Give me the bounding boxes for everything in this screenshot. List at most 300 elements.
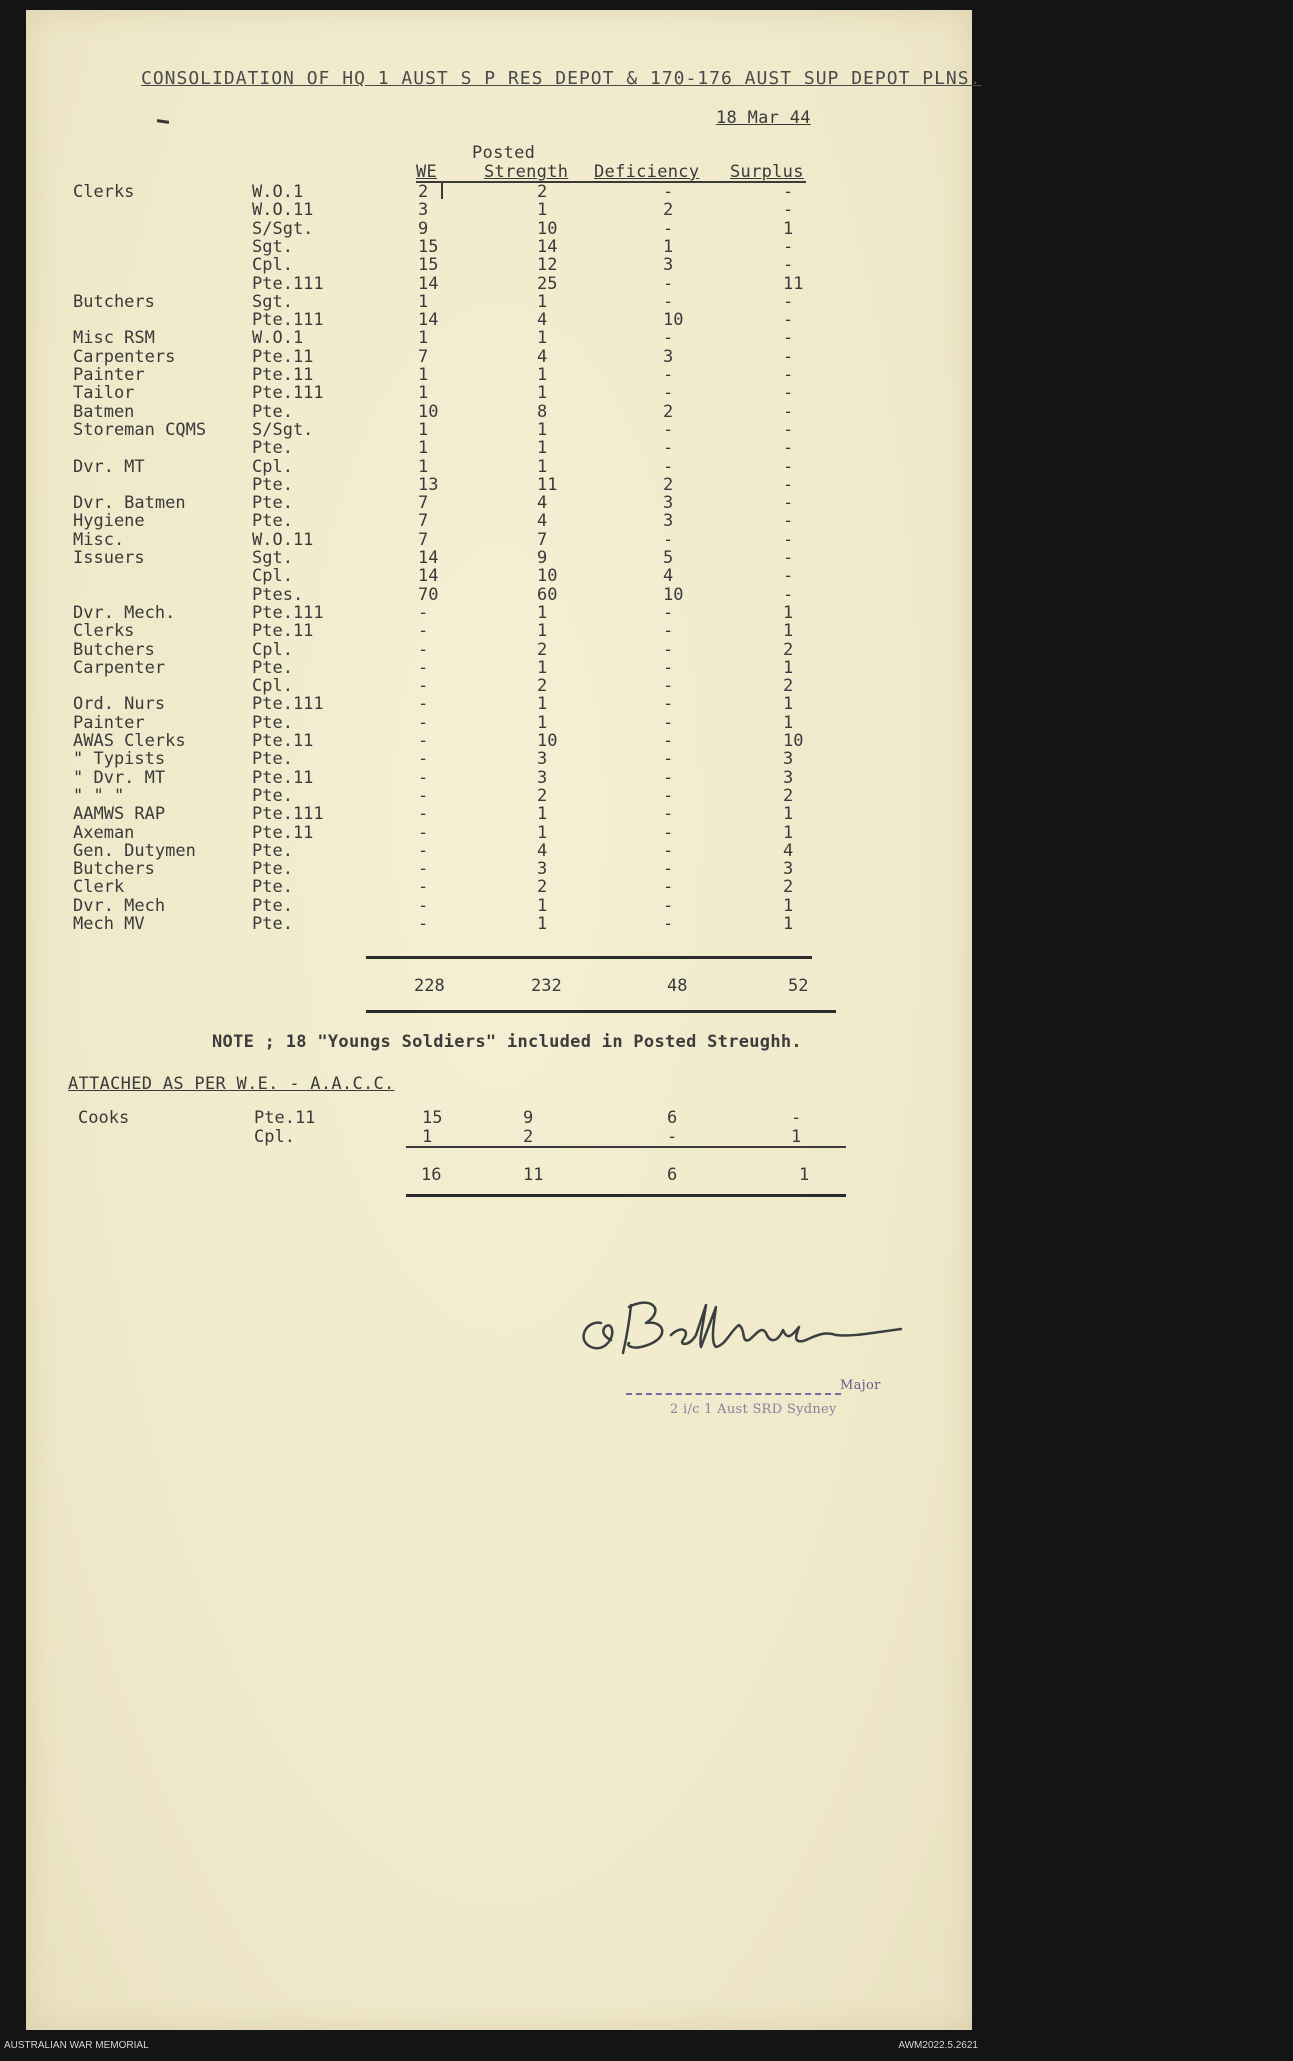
row-posted: 4	[537, 346, 548, 367]
row-deficiency: -	[663, 785, 674, 806]
row-deficiency: -	[663, 657, 674, 678]
table-row	[26, 438, 972, 459]
row-deficiency: 5	[663, 548, 674, 568]
table-row	[26, 182, 972, 200]
total-surplus: 52	[788, 976, 809, 996]
row-we: 1	[418, 365, 429, 385]
row-deficiency: -	[663, 438, 674, 459]
table-row	[26, 310, 972, 331]
row-name: Misc RSM	[73, 328, 155, 349]
row-rank: Pte.	[252, 438, 293, 459]
table-row	[26, 731, 972, 749]
row-rank: Pte.111	[252, 602, 324, 623]
row-we: 1	[418, 456, 429, 477]
header-posted: Posted	[472, 143, 536, 163]
row-name: Clerks	[73, 621, 135, 642]
row-deficiency: 2	[663, 474, 674, 495]
totals-row	[26, 976, 972, 994]
row-deficiency: -	[663, 822, 674, 843]
row-we: 1	[418, 419, 429, 440]
row-posted: 4	[537, 840, 548, 861]
row-name: Painter	[73, 712, 145, 733]
header-deficiency: Deficiency	[594, 162, 700, 182]
row-rank: Pte.	[252, 712, 293, 733]
row-we: 9	[418, 218, 429, 239]
row-posted: 9	[537, 548, 548, 568]
table-row	[26, 914, 972, 932]
row-name: Ord. Nurs	[73, 694, 166, 715]
row-rank: Sgt.	[252, 548, 293, 568]
row-we: 14	[418, 310, 439, 331]
row-posted: 1	[537, 383, 548, 404]
attached-total-posted: 11	[523, 1165, 544, 1185]
row-deficiency: -	[663, 328, 674, 349]
row-posted: 25	[537, 273, 558, 294]
row-rank: Pte.	[252, 493, 293, 514]
row-posted: 1	[537, 419, 548, 440]
row-surplus: -	[783, 401, 794, 422]
row-posted: 7	[537, 529, 548, 550]
total-rule-bottom	[366, 1010, 836, 1013]
row-posted: 14	[537, 236, 558, 257]
attached-total-we: 16	[421, 1165, 442, 1185]
row-rank: Pte.	[252, 914, 293, 934]
row-we: -	[418, 840, 429, 861]
table-row	[26, 603, 972, 621]
row-rank: Pte.	[252, 859, 293, 880]
table-row	[26, 511, 972, 532]
total-rule-top	[366, 956, 812, 959]
row-surplus: 2	[783, 639, 794, 660]
table-row	[26, 530, 972, 548]
row-deficiency: -	[663, 840, 674, 861]
row-posted: 10	[537, 731, 558, 751]
row-deficiency: -	[663, 731, 674, 751]
row-surplus: -	[783, 200, 794, 221]
attached-total-surplus: 1	[799, 1165, 810, 1185]
row-deficiency: -	[663, 877, 674, 898]
row-deficiency: -	[663, 383, 674, 404]
row-surplus: 2	[783, 676, 794, 697]
row-rank: Pte.111	[252, 383, 324, 404]
row-we: 14	[418, 548, 439, 568]
row-deficiency: 3	[663, 346, 674, 367]
row-surplus: 4	[783, 840, 794, 861]
row-surplus: 3	[783, 749, 794, 770]
row-deficiency: -	[663, 419, 674, 440]
stamp-line	[626, 1393, 841, 1395]
row-posted: 1	[537, 804, 548, 825]
row-posted: 2	[537, 676, 548, 697]
table-row	[26, 365, 972, 383]
row-surplus: 11	[783, 273, 804, 294]
row-we: 7	[418, 529, 429, 550]
row-deficiency: -	[663, 859, 674, 880]
row-surplus: -	[783, 291, 794, 312]
row-surplus: 1	[783, 712, 794, 733]
table-row	[26, 786, 972, 804]
row-surplus: -	[783, 328, 794, 349]
footer-right: AWM2022.5.2621	[898, 2040, 978, 2051]
row-rank: Pte.111	[252, 310, 324, 331]
row-posted: 3	[537, 859, 548, 880]
attached-totals-row	[26, 1165, 972, 1183]
row-posted: 10	[537, 218, 558, 239]
row-posted: 1	[537, 822, 548, 843]
row-deficiency: -	[663, 529, 674, 550]
row-name: Storeman CQMS	[73, 419, 207, 440]
row-name: Carpenter	[73, 657, 166, 678]
table-row	[26, 475, 972, 493]
row-name: Mech MV	[73, 914, 145, 934]
row-deficiency: -	[667, 1127, 678, 1147]
row-surplus: 1	[783, 602, 794, 623]
row-posted: 1	[537, 657, 548, 678]
row-name: Dvr. Mech	[73, 895, 166, 916]
row-surplus: 1	[783, 804, 794, 825]
row-name: " Typists	[73, 749, 166, 770]
row-deficiency: 3	[663, 493, 674, 514]
row-name: AWAS Clerks	[73, 731, 186, 751]
row-posted: 11	[537, 474, 558, 495]
table-row	[26, 219, 972, 237]
row-surplus: 1	[783, 914, 794, 934]
row-we: -	[418, 749, 429, 770]
row-deficiency: -	[663, 767, 674, 788]
table-row	[26, 749, 972, 770]
row-surplus: -	[783, 456, 794, 477]
row-deficiency: -	[663, 182, 674, 202]
row-we: 15	[418, 236, 439, 257]
row-rank: Pte.11	[252, 621, 314, 642]
row-name: Dvr. Mech.	[73, 602, 176, 623]
row-name: Clerk	[73, 877, 125, 898]
row-posted: 1	[537, 712, 548, 733]
row-posted: 3	[537, 749, 548, 770]
row-deficiency: -	[663, 712, 674, 733]
row-posted: 1	[537, 438, 548, 459]
row-we: -	[418, 804, 429, 825]
row-rank: Cpl.	[252, 639, 293, 660]
row-we: 1	[418, 438, 429, 459]
row-rank: Cpl.	[252, 456, 293, 477]
table-row	[26, 896, 972, 914]
attached-title: ATTACHED AS PER W.E. - A.A.C.C.	[68, 1074, 395, 1094]
row-surplus: -	[783, 511, 794, 532]
table-row	[26, 804, 972, 825]
row-posted: 10	[537, 566, 558, 587]
row-we: -	[418, 621, 429, 642]
row-rank: Pte.111	[252, 694, 324, 715]
row-rank: Pte.	[252, 474, 293, 495]
header-we: WE	[416, 162, 438, 182]
row-name: Painter	[73, 365, 145, 385]
stamp-rank: Major	[840, 1378, 881, 1393]
row-we: -	[418, 731, 429, 751]
table-row	[26, 255, 972, 276]
row-surplus: -	[783, 438, 794, 459]
attached-rule-bottom	[406, 1194, 846, 1197]
row-surplus: -	[783, 584, 794, 605]
document-title: CONSOLIDATION OF HQ 1 AUST S P RES DEPOT & 170-176 AUST SUP DEPOT PLNS.	[141, 68, 982, 89]
row-deficiency: -	[663, 218, 674, 239]
row-rank: W.O.11	[252, 200, 314, 221]
row-posted: 3	[537, 767, 548, 788]
row-name: Butchers	[73, 291, 155, 312]
row-deficiency: -	[663, 804, 674, 825]
row-rank: Cpl.	[252, 676, 293, 697]
row-surplus: -	[783, 236, 794, 257]
row-we: -	[418, 657, 429, 678]
row-name: AAMWS RAP	[73, 804, 166, 825]
row-we: 2	[418, 182, 429, 202]
row-posted: 1	[537, 328, 548, 349]
row-rank: Pte.11	[252, 767, 314, 788]
row-posted: 2	[537, 785, 548, 806]
row-we: -	[418, 895, 429, 916]
row-we: 7	[418, 346, 429, 367]
row-surplus: 1	[783, 657, 794, 678]
row-posted: 2	[537, 639, 548, 660]
row-we: -	[418, 676, 429, 697]
row-deficiency: 6	[667, 1108, 678, 1128]
table-row	[26, 347, 972, 365]
row-deficiency: -	[663, 602, 674, 623]
row-deficiency: 2	[663, 200, 674, 221]
row-surplus: -	[783, 346, 794, 367]
row-deficiency: 10	[663, 310, 684, 331]
row-surplus: 1	[783, 218, 794, 239]
row-rank: S/Sgt.	[252, 218, 314, 239]
row-name: Gen. Dutymen	[73, 840, 196, 861]
row-name: Axeman	[73, 822, 135, 843]
row-surplus: -	[783, 182, 794, 202]
row-surplus: 1	[791, 1127, 802, 1147]
attached-row	[26, 1108, 972, 1126]
row-name: Cooks	[78, 1108, 130, 1128]
row-posted: 4	[537, 310, 548, 331]
row-we: -	[418, 914, 429, 934]
row-rank: S/Sgt.	[252, 419, 314, 440]
row-posted: 1	[537, 694, 548, 715]
row-posted: 1	[537, 200, 548, 221]
row-posted: 12	[537, 255, 558, 276]
row-rank: Ptes.	[252, 584, 304, 605]
row-posted: 1	[537, 456, 548, 477]
table-row	[26, 548, 972, 566]
row-deficiency: 10	[663, 584, 684, 605]
row-posted: 1	[537, 621, 548, 642]
stamp-unit: 2 i/c 1 Aust SRD Sydney	[670, 1402, 837, 1417]
table-row	[26, 457, 972, 475]
row-posted: 2	[537, 877, 548, 898]
row-name: Tailor	[73, 383, 135, 404]
table-row	[26, 694, 972, 715]
row-posted: 1	[537, 914, 548, 934]
row-rank: Pte.11	[252, 731, 314, 751]
total-we: 228	[414, 976, 445, 996]
row-name: " Dvr. MT	[73, 767, 166, 788]
table-row	[26, 200, 972, 221]
row-posted: 4	[537, 511, 548, 532]
row-we: -	[418, 822, 429, 843]
row-deficiency: -	[663, 895, 674, 916]
row-we: 15	[422, 1108, 443, 1128]
row-deficiency: 3	[663, 255, 674, 276]
header-strength: Strength	[484, 162, 569, 182]
row-rank: Pte.	[252, 895, 293, 916]
row-name: Clerks	[73, 182, 135, 202]
table-row	[26, 420, 972, 438]
table-row	[26, 713, 972, 731]
row-surplus: 3	[783, 767, 794, 788]
row-surplus: -	[783, 548, 794, 568]
row-rank: Pte.11	[252, 365, 314, 385]
row-we: 15	[418, 255, 439, 276]
row-surplus: -	[783, 365, 794, 385]
row-we: -	[418, 859, 429, 880]
row-rank: W.O.1	[252, 328, 304, 349]
row-rank: Pte.	[252, 877, 293, 898]
row-we: 1	[422, 1127, 433, 1147]
row-rank: Pte.	[252, 511, 293, 532]
row-posted: 9	[523, 1108, 534, 1128]
row-rank: Pte.	[252, 840, 293, 861]
row-deficiency: 1	[663, 236, 674, 257]
row-we: 1	[418, 291, 429, 312]
note-text: NOTE ; 18 "Youngs Soldiers" included in Posted Streughh.	[212, 1032, 802, 1052]
table-row	[26, 621, 972, 642]
row-name: Issuers	[73, 548, 145, 568]
row-rank: Sgt.	[252, 236, 293, 257]
row-surplus: -	[783, 529, 794, 550]
table-row	[26, 493, 972, 514]
row-rank: Pte.11	[254, 1108, 316, 1128]
row-rank: Pte.	[252, 749, 293, 770]
row-we: 13	[418, 474, 439, 495]
row-we: -	[418, 767, 429, 788]
row-deficiency: -	[663, 621, 674, 642]
attached-total-deficiency: 6	[667, 1165, 678, 1185]
total-deficiency: 48	[667, 976, 688, 996]
row-we: -	[418, 877, 429, 898]
table-row	[26, 328, 972, 349]
header-surplus: Surplus	[730, 162, 804, 182]
row-deficiency: 4	[663, 566, 674, 587]
row-rank: Cpl.	[252, 566, 293, 587]
row-rank: Cpl.	[252, 255, 293, 276]
table-row	[26, 585, 972, 603]
row-surplus: -	[783, 474, 794, 495]
row-rank: Sgt.	[252, 291, 293, 312]
row-posted: 8	[537, 401, 548, 422]
row-we: 3	[418, 200, 429, 221]
table-row	[26, 841, 972, 859]
row-surplus: -	[791, 1108, 802, 1128]
table-row	[26, 768, 972, 786]
row-name: Carpenters	[73, 346, 176, 367]
row-posted: 2	[523, 1127, 534, 1147]
row-posted: 2	[537, 182, 548, 202]
attached-row	[26, 1127, 972, 1145]
table-row	[26, 658, 972, 676]
table-row	[26, 402, 972, 420]
ink-mark	[157, 119, 169, 124]
row-we: -	[418, 639, 429, 660]
row-posted: 60	[537, 584, 558, 605]
row-deficiency: -	[663, 694, 674, 715]
table-row	[26, 823, 972, 841]
row-we: -	[418, 694, 429, 715]
row-posted: 1	[537, 895, 548, 916]
table-row	[26, 676, 972, 697]
row-we: -	[418, 785, 429, 806]
row-we: 10	[418, 401, 439, 422]
row-rank: Pte.111	[252, 273, 324, 294]
row-surplus: 1	[783, 694, 794, 715]
row-rank: Pte.	[252, 785, 293, 806]
table-row	[26, 877, 972, 898]
row-surplus: -	[783, 310, 794, 331]
table-row	[26, 292, 972, 310]
footer-left: AUSTRALIAN WAR MEMORIAL	[4, 2040, 149, 2051]
row-posted: 1	[537, 291, 548, 312]
row-surplus: -	[783, 493, 794, 514]
row-deficiency: 3	[663, 511, 674, 532]
total-posted: 232	[531, 976, 562, 996]
row-surplus: 2	[783, 785, 794, 806]
row-rank: W.O.11	[252, 529, 314, 550]
row-we: -	[418, 602, 429, 623]
document-page	[26, 10, 982, 2030]
row-surplus: -	[783, 566, 794, 587]
row-surplus: 3	[783, 859, 794, 880]
row-rank: Cpl.	[254, 1127, 295, 1147]
row-deficiency: -	[663, 914, 674, 934]
row-name: Dvr. Batmen	[73, 493, 186, 514]
row-name: Hygiene	[73, 511, 145, 532]
row-rank: Pte.	[252, 401, 293, 422]
table-row	[26, 859, 972, 880]
row-rank: W.O.1	[252, 182, 304, 202]
row-we: 14	[418, 273, 439, 294]
row-rank: Pte.11	[252, 346, 314, 367]
row-posted: 1	[537, 602, 548, 623]
row-surplus: -	[783, 419, 794, 440]
row-surplus: 10	[783, 731, 804, 751]
row-surplus: -	[783, 255, 794, 276]
row-surplus: 1	[783, 895, 794, 916]
row-name: Butchers	[73, 639, 155, 660]
row-deficiency: -	[663, 291, 674, 312]
row-surplus: 2	[783, 877, 794, 898]
table-row	[26, 274, 972, 292]
row-name: " " "	[73, 785, 125, 806]
row-name: Misc.	[73, 529, 125, 550]
row-deficiency: -	[663, 676, 674, 697]
table-row	[26, 566, 972, 587]
row-deficiency: -	[663, 639, 674, 660]
signature	[571, 1285, 921, 1365]
row-we: 7	[418, 493, 429, 514]
row-we: 1	[418, 328, 429, 349]
row-name: Butchers	[73, 859, 155, 880]
row-rank: Pte.11	[252, 822, 314, 843]
row-deficiency: -	[663, 365, 674, 385]
row-deficiency: -	[663, 749, 674, 770]
row-we: 7	[418, 511, 429, 532]
row-surplus: 1	[783, 621, 794, 642]
